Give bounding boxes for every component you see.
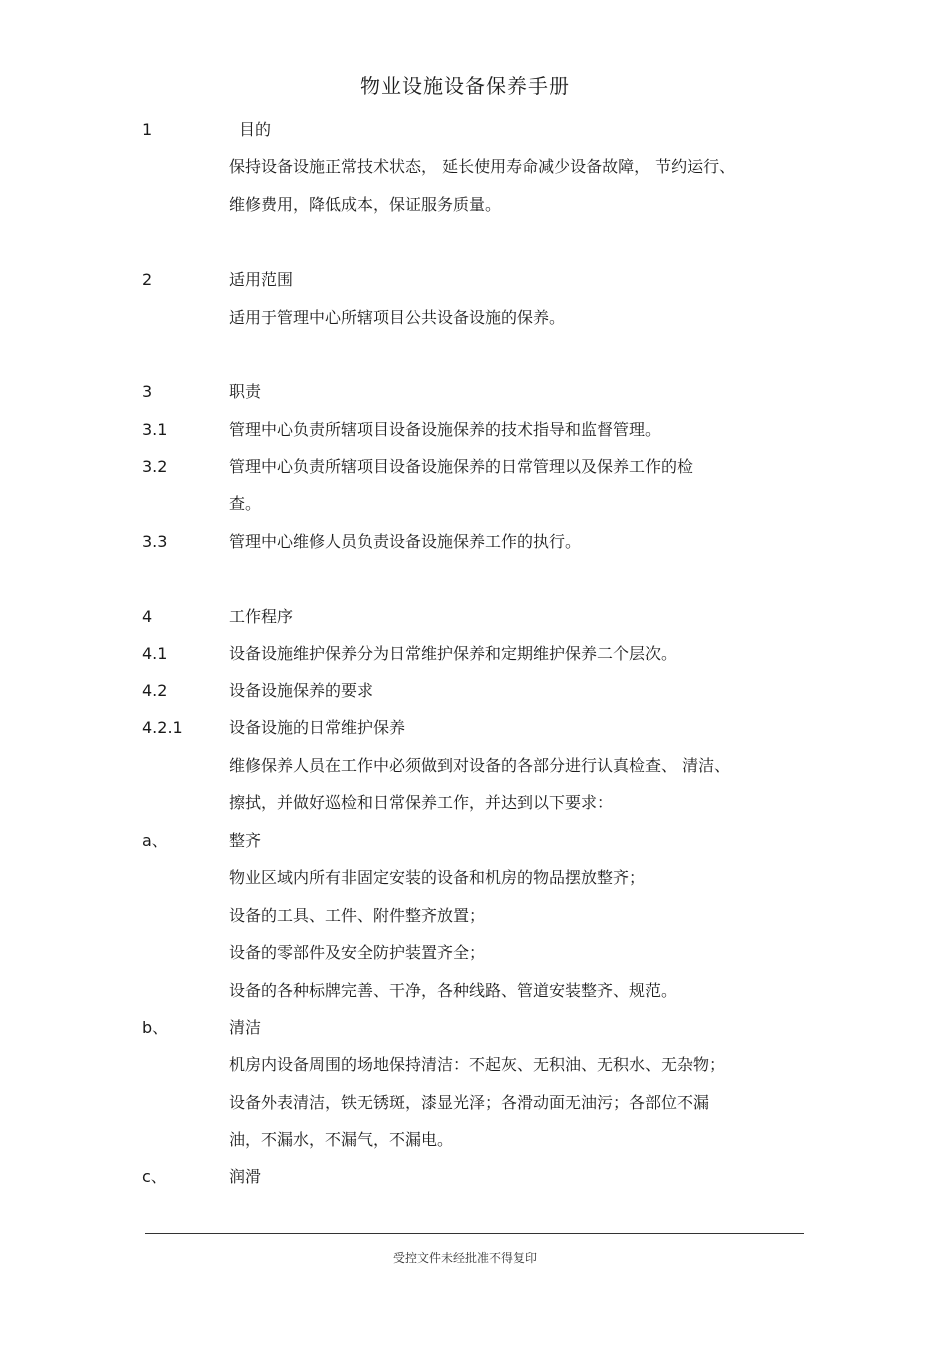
paragraph-line: 擦拭，并做好巡检和日常保养工作，并达到以下要求： (229, 793, 614, 812)
subsection-number: 3.2 (142, 457, 168, 476)
paragraph-line: 维修费用，降低成本，保证服务质量。 (229, 195, 502, 214)
subsection-number: 3.3 (142, 532, 168, 551)
subsection-number: 4.2.1 (142, 718, 183, 737)
list-marker: b、 (142, 1018, 169, 1037)
list-marker: a、 (142, 831, 168, 850)
list-item: 油，不漏水，不漏气，不漏电。 (229, 1130, 454, 1149)
paragraph-line: 设备设施的日常维护保养 (229, 718, 406, 737)
paragraph-line: 设备设施保养的要求 (229, 681, 374, 700)
section-heading: 目的 (239, 120, 272, 139)
section-number: 4 (142, 607, 153, 626)
list-heading: 整齐 (229, 831, 262, 850)
section-number: 2 (142, 270, 153, 289)
paragraph-line: 保持设备设施正常技术状态， 延长使用寿命减少设备故障， 节约运行、 (229, 157, 736, 176)
list-item: 设备外表清洁，铁无锈斑，漆显光泽；各滑动面无油污；各部位不漏 (229, 1093, 710, 1112)
paragraph-line: 维修保养人员在工作中必须做到对设备的各部分进行认真检查、 清洁、 (229, 756, 731, 775)
section-heading: 工作程序 (229, 607, 294, 626)
list-heading: 润滑 (229, 1167, 262, 1186)
section-heading: 职责 (229, 382, 262, 401)
footer-note: 受控文件未经批准不得复印 (392, 1251, 537, 1265)
paragraph-line: 设备设施维护保养分为日常维护保养和定期维护保养二个层次。 (229, 644, 678, 663)
paragraph-line: 管理中心维修人员负责设备设施保养工作的执行。 (229, 532, 582, 551)
paragraph-line: 适用于管理中心所辖项目公共设备设施的保养。 (229, 308, 566, 327)
document-title: 物业设施设备保养手册 (360, 74, 570, 98)
list-marker: c、 (142, 1167, 167, 1186)
list-item: 设备的工具、工件、附件整齐放置； (229, 906, 486, 925)
paragraph-line: 管理中心负责所辖项目设备设施保养的技术指导和监督管理。 (229, 420, 662, 439)
list-heading: 清洁 (229, 1018, 262, 1037)
section-heading: 适用范围 (229, 270, 294, 289)
list-item: 机房内设备周围的场地保持清洁：不起灰、无积油、无积水、无杂物； (229, 1055, 726, 1074)
subsection-number: 4.1 (142, 644, 168, 663)
paragraph-line: 查。 (229, 494, 262, 513)
subsection-number: 3.1 (142, 420, 168, 439)
list-item: 设备的零部件及安全防护装置齐全； (229, 943, 486, 962)
list-item: 物业区域内所有非固定安装的设备和机房的物品摆放整齐； (229, 868, 646, 887)
paragraph-line: 管理中心负责所辖项目设备设施保养的日常管理以及保养工作的检 (229, 457, 694, 476)
list-item: 设备的各种标牌完善、干净，各种线路、管道安装整齐、规范。 (229, 981, 678, 1000)
subsection-number: 4.2 (142, 681, 168, 700)
footer-divider (145, 1233, 804, 1234)
section-number: 1 (142, 120, 153, 139)
section-number: 3 (142, 382, 153, 401)
